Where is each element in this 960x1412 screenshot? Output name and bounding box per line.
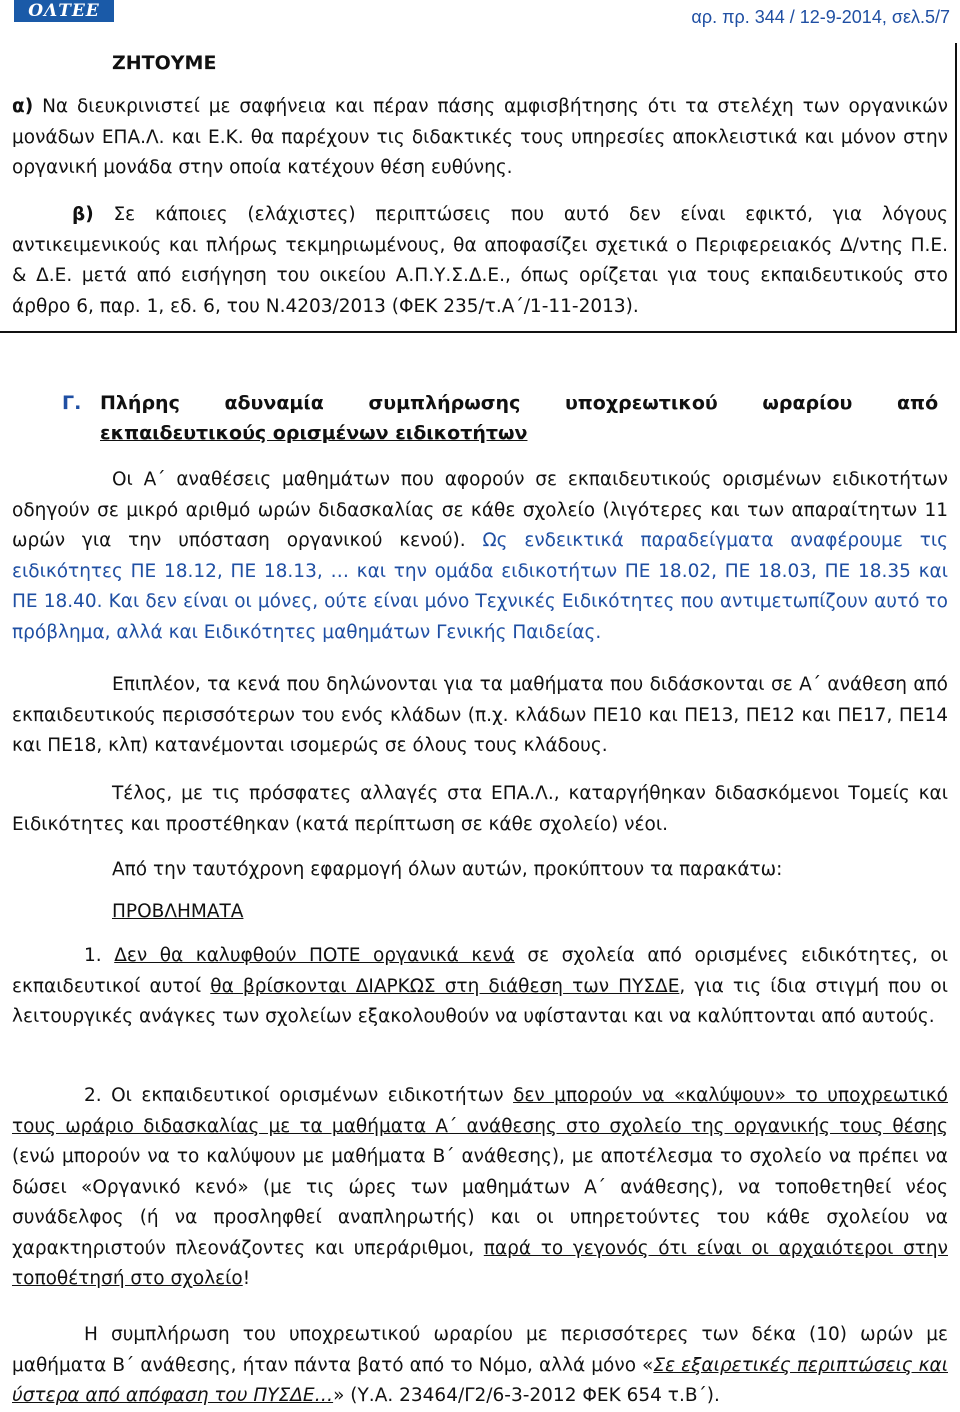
section-heading bbox=[62, 388, 948, 448]
section-heading-line1: Πλήρης αδυναμία συμπλήρωσης υποχρεωτικού ωραρίου από bbox=[100, 392, 939, 414]
paragraph-5 bbox=[12, 1320, 948, 1412]
item2-text-1: Οι εκπαιδευτικοί ορισμένων ειδικοτήτων bbox=[111, 1085, 514, 1106]
paragraph-1a: Οι Α΄ αναθέσεις μαθημάτων που αφορούν σε εκπαιδευτικούς ορισμένων ειδικοτήτων οδηγούν σε μικρό αριθμό ωρών διδασκαλίας σε κάθε σχολείο (λιγότερες και των απαραίτητων 11 ωρών για την υπόσταση οργανικού κενού). bbox=[12, 469, 948, 551]
request-beta bbox=[12, 200, 948, 322]
protocol-reference: αρ. πρ. 344 / 12-9-2014, σελ.5/7 bbox=[691, 7, 950, 27]
problems-title bbox=[12, 897, 948, 928]
problem-item-1 bbox=[12, 941, 948, 1033]
item1-number: 1. bbox=[84, 945, 102, 966]
section-heading-line2: εκπαιδευτικούς ορισμένων ειδικοτήτων bbox=[100, 422, 528, 444]
item2-text-2: (ενώ μπορούν να το καλύψουν με μαθήματα Β΄ ανάθεσης), με αποτέλεσμα το σχολείο να πρέπει να δώσει «Οργανικό κενό» (με τις ώρες των μαθημάτων Α΄ ανάθεσης), να τοποθετηθεί νέος συνάδελφος (ή να προσληφθεί αναπληρωτής) και οι υπηρετούντες του κάθε σχολείου να χαρακτηριστούν πλεονάζοντες και υπεράριθμοι, bbox=[12, 1146, 948, 1259]
beta-label: β) bbox=[72, 204, 94, 225]
paragraph-1 bbox=[12, 465, 948, 648]
alpha-label: α) bbox=[12, 96, 34, 117]
item1-text-2: , για τις ίδια στιγμή που οι λειτουργικές ανάγκες των σχολείων εξακολουθούν να υφίστανται και να καλύπτονται από αυτούς. bbox=[12, 975, 949, 1027]
request-alpha bbox=[12, 92, 948, 184]
oltee-logo: ΟΛΤΕΕ bbox=[14, 0, 114, 22]
problems-title-text: ΠΡΟΒΛΗΜΑΤΑ bbox=[112, 901, 244, 922]
problem-item-2 bbox=[12, 1081, 948, 1295]
paragraph-4: Από την ταυτόχρονη εφαρμογή όλων αυτών, προκύπτουν τα παρακάτω: bbox=[112, 859, 783, 880]
p5-text-2: » (Υ.Α. 23464/Γ2/6-3-2012 ΦΕΚ 654 τ.Β΄). bbox=[333, 1385, 720, 1406]
p5-italic: Σε εξαιρετικές περιπτώσεις και ύστερα από απόφαση του ΠΥΣΔΕ… bbox=[12, 1354, 948, 1406]
item2-number: 2. bbox=[84, 1085, 102, 1106]
item1-underline-1: Δεν θα καλυφθούν ΠΟΤΕ οργανικά κενά bbox=[114, 945, 515, 966]
section-letter: Γ. bbox=[62, 392, 82, 414]
request-title: ΖΗΤΟΥΜΕ bbox=[112, 52, 217, 74]
p5-text-1: Η συμπλήρωση του υποχρεωτικού ωραρίου με περισσότερες των δέκα (10) ωρών με μαθήματα Β΄ ανάθεσης, ήταν πάντα βατό από το Νόμο, αλλά μόνο « bbox=[12, 1324, 948, 1376]
item2-underline-2: παρά το γεγονός ότι είναι οι αρχαιότεροι στην τοποθέτησή στο σχολείο bbox=[12, 1237, 948, 1289]
paragraph-1b: Ως ενδεικτικά παραδείγματα αναφέρουμε τις ειδικότητες ΠΕ 18.12, ΠΕ 18.13, … και την ομάδα ειδικοτήτων ΠΕ 18.02, ΠΕ 18.03, ΠΕ 18.35 και ΠΕ 18.40. Και δεν είναι οι μόνες, ούτε είναι μόνο Τεχνικές Ειδικότητες που αντιμετωπίζουν αυτό το πρόβλημα, αλλά και Ειδικότητες μαθημάτων Γενικής Παιδείας. bbox=[12, 530, 948, 643]
paragraph-2: Επιπλέον, τα κενά που δηλώνονται για τα μαθήματα που διδάσκονται σε Α΄ ανάθεση από εκπαιδευτικούς περισσότερων του ενός κλάδων (π.χ. κλάδων ΠΕ10 και ΠΕ13, ΠΕ12 και ΠΕ17, ΠΕ14 και ΠΕ18, κλπ) κατανέμονται ισομερώς σε όλους τους κλάδους. bbox=[12, 674, 948, 756]
item2-underline-1: δεν μπορούν να «καλύψουν» το υποχρεωτικό τους ωράριο διδασκαλίας με τα μαθήματα Α΄ ανάθεσης στο σχολείο της οργανικής τους θέσης bbox=[12, 1085, 948, 1137]
alpha-text: Να διευκρινιστεί με σαφήνεια και πέραν πάσης αμφισβήτησης ότι τα στελέχη των οργανικών μονάδων ΕΠΑ.Λ. και Ε.Κ. θα παρέχουν τις διδακτικές τους υπηρεσίες αποκλειστικά και μόνον στην οργανική μονάδα στην οποία κατέχουν θέση ευθύνης. bbox=[12, 96, 948, 178]
paragraph-3: Τέλος, με τις πρόσφατες αλλαγές στα ΕΠΑ.Λ., καταργήθηκαν διδασκόμενοι Τομείς και Ειδικότητες και προστέθηκαν (κατά περίπτωση σε κάθε σχολείο) νέοι. bbox=[12, 783, 948, 835]
item1-underline-2: θα βρίσκονται ΔΙΑΡΚΩΣ στη διάθεση των ΠΥΣΔΕ bbox=[210, 975, 680, 997]
beta-text: Σε κάποιες (ελάχιστες) περιπτώσεις που αυτό δεν είναι εφικτό, για λόγους αντικειμενικούς και πλήρως τεκμηριωμένους, θα αποφασίζει σχετικά ο Περιφερειακός Δ/ντης Π.Ε. & Δ.Ε. μετά από εισήγηση του οικείου Α.Π.Υ.Σ.Δ.Ε., όπως ορίζεται για τους εκπαιδευτικούς στο άρθρο 6, παρ. 1, εδ. 6, του Ν.4203/2013 (ΦΕΚ 235/τ.Α΄/1-11-2013). bbox=[12, 204, 948, 317]
item2-text-3: ! bbox=[242, 1268, 251, 1289]
item1-text-1: σε σχολεία από ορισμένες ειδικότητες, οι εκπαιδευτικοί αυτοί bbox=[12, 945, 948, 997]
